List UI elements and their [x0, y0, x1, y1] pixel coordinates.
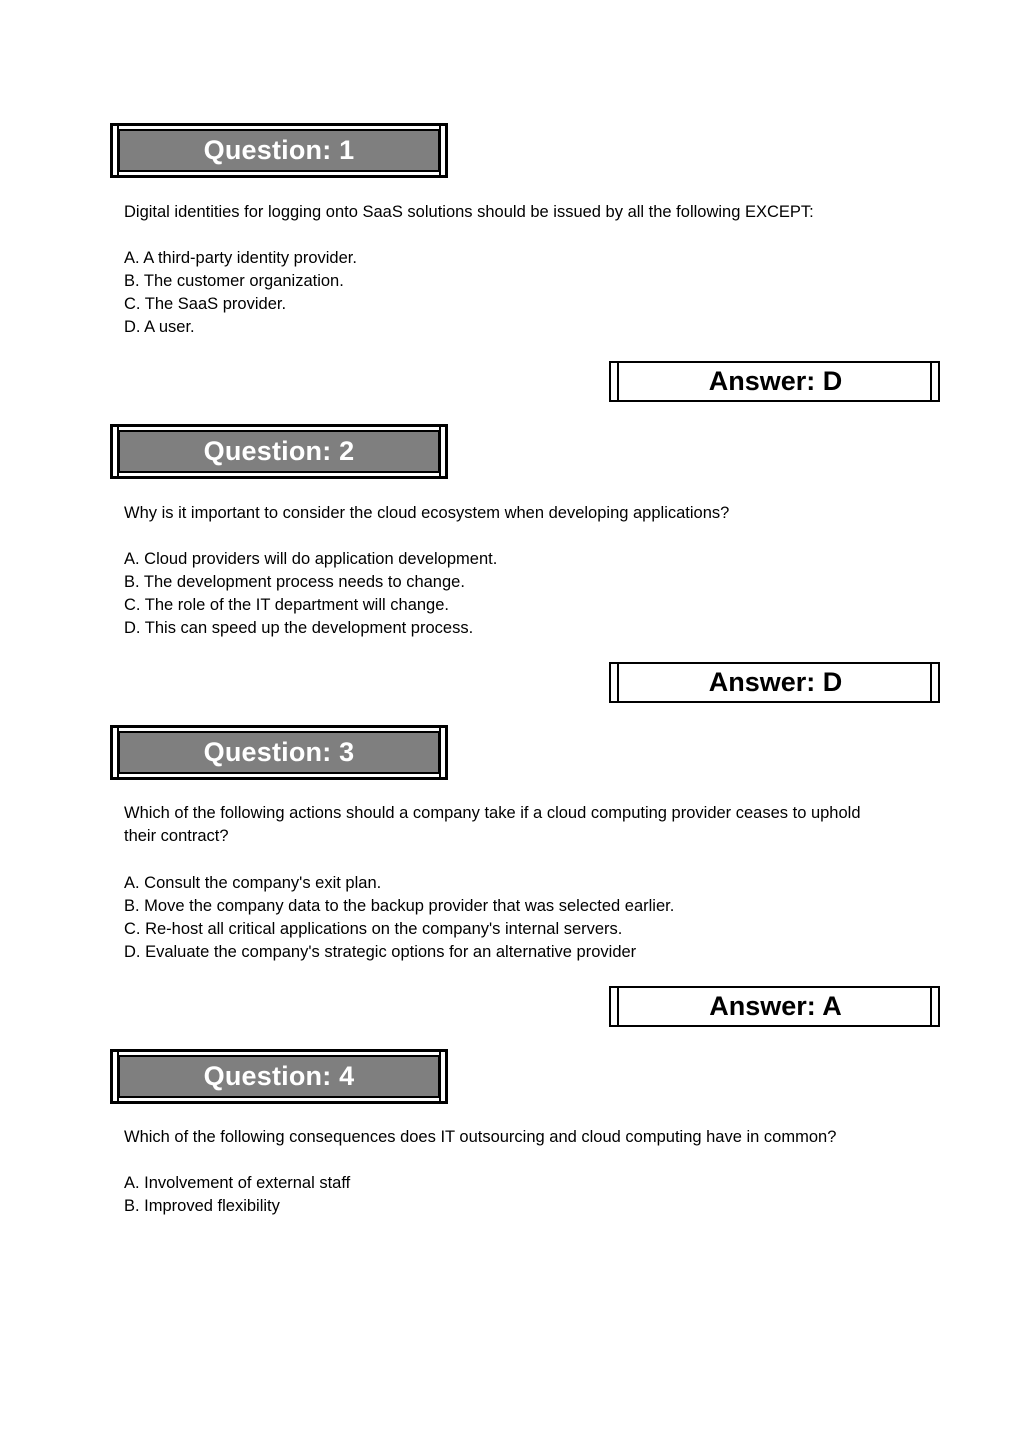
- option-a: A. Cloud providers will do application development.: [124, 550, 498, 568]
- question-1-answer: Answer: D: [708, 366, 843, 396]
- question-2-options: [124, 548, 924, 640]
- question-2-answer-box: [609, 662, 940, 703]
- option-c: C. The role of the IT department will change.: [124, 596, 449, 614]
- question-3-label: Question: 3: [203, 737, 355, 767]
- option-a: A. Consult the company's exit plan.: [124, 874, 382, 892]
- option-d: D. Evaluate the company's strategic options for an alternative provider: [124, 943, 637, 961]
- question-4-text: Which of the following consequences does IT outsourcing and cloud computing have in common?: [124, 1128, 837, 1146]
- option-b: B. Improved flexibility: [124, 1197, 280, 1215]
- question-3-answer: Answer: A: [709, 991, 842, 1021]
- question-4-header: [110, 1049, 448, 1104]
- question-2-answer: Answer: D: [708, 667, 843, 697]
- question-2-label: Question: 2: [203, 436, 355, 466]
- question-3-header: [110, 725, 448, 780]
- option-d: D. This can speed up the development process.: [124, 619, 474, 637]
- question-1-label: Question: 1: [203, 135, 355, 165]
- option-c: C. Re-host all critical applications on the company's internal servers.: [124, 920, 623, 938]
- question-1-options: [124, 247, 924, 339]
- question-1-answer-box: [609, 361, 940, 402]
- question-3-answer-box: [609, 986, 940, 1027]
- question-2-header: [110, 424, 448, 479]
- option-b: B. The development process needs to change.: [124, 573, 465, 591]
- option-a: A. A third-party identity provider.: [124, 249, 357, 267]
- question-2-text: Why is it important to consider the cloud ecosystem when developing applications?: [124, 504, 730, 522]
- question-1-header: [110, 123, 448, 178]
- question-3-text-line-1: Which of the following actions should a company take if a cloud computing provider ceases to uphold: [124, 804, 861, 822]
- question-4-options: [124, 1172, 924, 1218]
- question-3-text: [124, 802, 924, 848]
- option-c: C. The SaaS provider.: [124, 295, 287, 313]
- question-1-text: Digital identities for logging onto SaaS solutions should be issued by all the following EXCEPT:: [124, 203, 814, 221]
- option-d: D. A user.: [124, 318, 195, 336]
- question-4-label: Question: 4: [203, 1061, 355, 1091]
- option-b: B. The customer organization.: [124, 272, 344, 290]
- option-a: A. Involvement of external staff: [124, 1174, 351, 1192]
- option-b: B. Move the company data to the backup provider that was selected earlier.: [124, 897, 675, 915]
- question-3-options: [124, 872, 924, 964]
- question-3-text-line-2: their contract?: [124, 827, 229, 845]
